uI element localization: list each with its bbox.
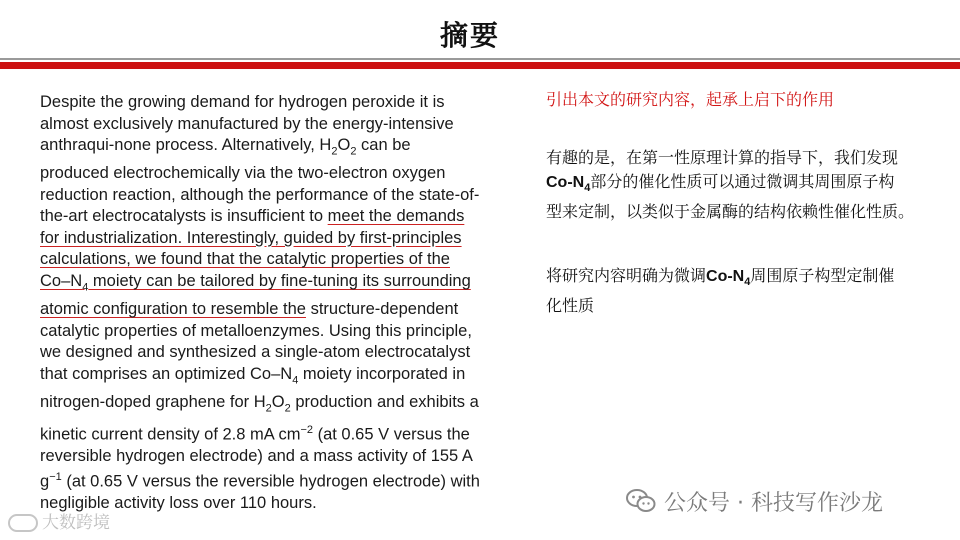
annotation-notes	[546, 88, 956, 318]
abstract-line-highlight: calculations, we found that the catalytic properties of the	[40, 250, 450, 269]
note-intro: 引出本文的研究内容，起承上启下的作用	[546, 90, 835, 109]
wechat-icon	[626, 488, 656, 520]
abstract-line-highlight-end: atomic configuration to resemble the structure-dependent	[40, 299, 459, 318]
abstract-text	[40, 92, 525, 515]
note-summary: 将研究内容明确为微调$Co-N_4$周围原子构型定制催 化性质	[546, 266, 895, 316]
abstract-line: kinetic current density of 2.8 mA $cm^{-2}$ (at 0.65 V versus the	[40, 423, 470, 443]
abstract-line: Despite the growing demand for hydrogen peroxide it is	[40, 93, 445, 111]
title-divider-red	[0, 62, 960, 69]
note-finding-line: 有趣的是，在第一性原理计算的指导下，我们发现	[546, 148, 899, 167]
watermark-logo-icon	[8, 514, 38, 532]
abstract-line: $g^{-1}$ (at 0.65 V versus the reversible hydrogen electrode) with	[40, 471, 480, 491]
watermark-right: 公众号 · 科技写作沙龙	[626, 486, 883, 520]
abstract-line: almost exclusively manufactured by the energy-intensive	[40, 114, 454, 133]
abstract-line: catalytic properties of metalloenzymes. Using this principle,	[40, 321, 472, 340]
note-finding-line: $Co-N_4$部分的催化性质可以通过微调其周围原子构	[546, 172, 895, 195]
abstract-line: nitrogen-doped graphene for $H_2O_2$ production and exhibits a	[40, 392, 479, 414]
abstract-line: negligible activity loss over 110 hours.	[40, 494, 317, 513]
note-finding	[546, 146, 956, 224]
abstract-line: reversible hydrogen electrode) and a mass activity of 155 A	[40, 446, 473, 465]
abstract-line: reduction reaction, although the performance of the state-of-	[40, 185, 480, 204]
abstract-line: we designed and synthesized a single-atom electrocatalyst	[40, 343, 471, 362]
abstract-line-highlight: for industrialization. Interestingly, guided by first-principles	[40, 228, 462, 247]
abstract-line: produced electrochemically via the two-electron oxygen	[40, 164, 446, 183]
note-finding-line: 型来定制，以类似于金属酶的结构依赖性催化性质。	[546, 202, 915, 222]
title-divider-gray	[0, 58, 960, 60]
abstract-line: anthraqui-none process. Alternatively, $H_2O_2$ can be	[40, 136, 411, 158]
abstract-line: that comprises an optimized $Co-N_4$ moiety incorporated in	[40, 364, 466, 387]
watermark-left: 大数跨境	[8, 508, 110, 533]
abstract-line-highlight-start: the-art electrocatalysts is insufficient to meet the demands	[40, 207, 465, 226]
slide-title: 摘要	[439, 19, 500, 52]
abstract-line-highlight: $Co-N_4$ moiety can be tailored by fine-tuning its surrounding	[40, 272, 471, 294]
